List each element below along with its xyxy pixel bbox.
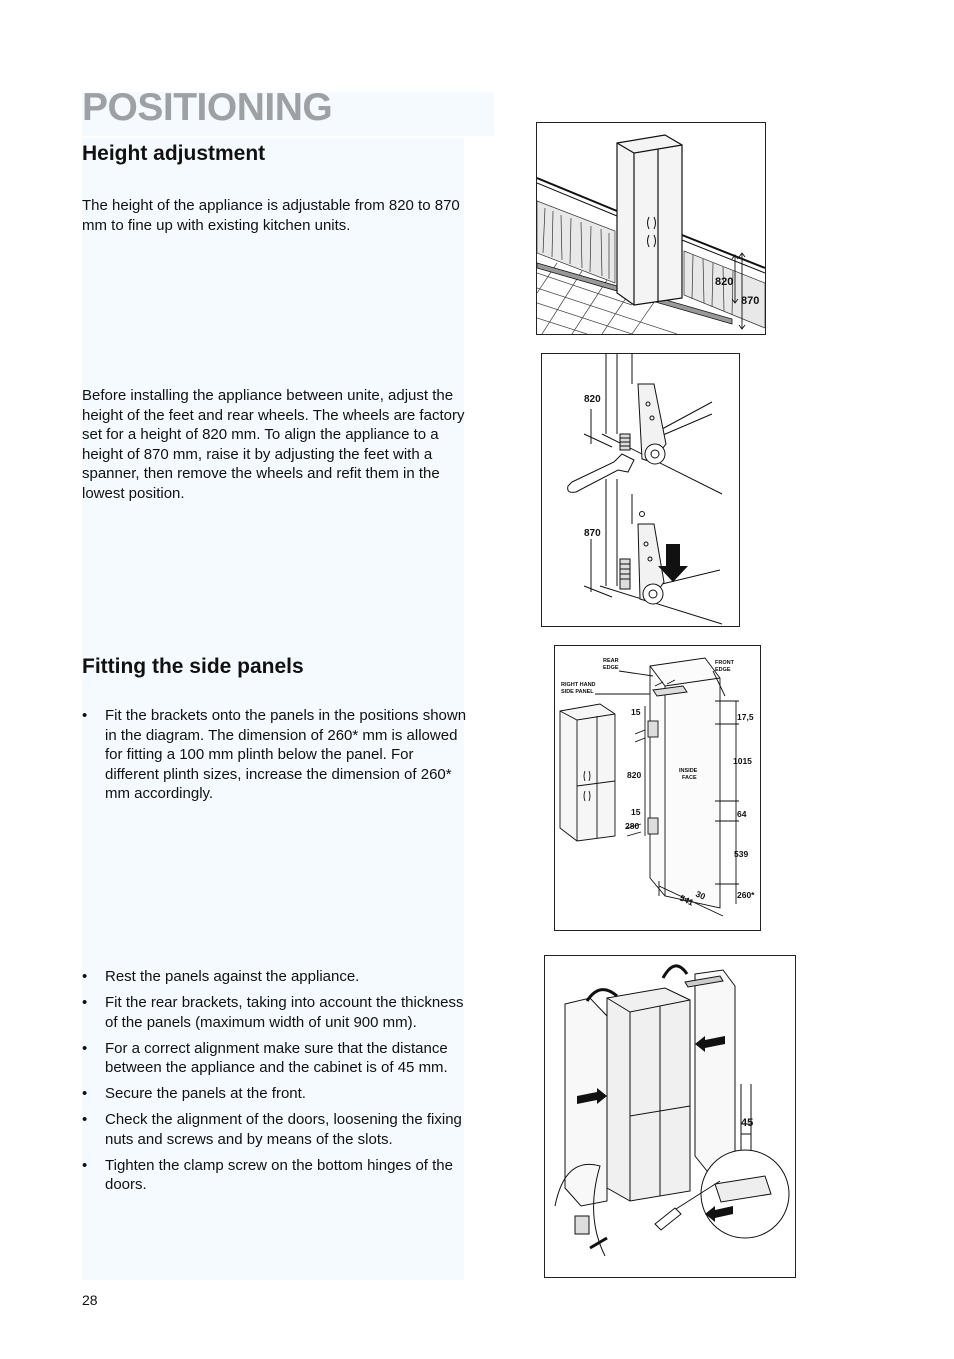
bullet-item: • Fit the brackets onto the panels in the positions shown in the diagram. The dimension of 260* mm is allowed for fitting a 100 mm plinth below the panel. For different plinth sizes, increase the dimension of 260* mm accordingly. <box>82 706 467 804</box>
label-right-hand-1: RIGHT HAND <box>561 682 596 688</box>
dim-539: 539 <box>734 849 749 859</box>
bullet-item: • Rest the panels against the appliance. <box>82 967 467 987</box>
height-adjustment-heading: Height adjustment <box>82 142 266 165</box>
page-number: 28 <box>82 1292 98 1308</box>
dim-15-top: 15 <box>631 707 641 717</box>
bullet-item: • Check the alignment of the doors, loosening the fixing nuts and screws and by means of the slots. <box>82 1110 467 1149</box>
label-front-edge-1: FRONT <box>715 660 734 666</box>
dim-30: 30 <box>694 888 707 902</box>
dim-541: 541 <box>678 892 696 908</box>
dim-45: 45 <box>741 1117 754 1129</box>
label-rear-edge-1: REAR <box>603 658 619 664</box>
dim-870: 870 <box>741 295 760 307</box>
side-panel-dimensions-diagram <box>555 646 760 930</box>
figure-feet-adjustment <box>541 353 740 627</box>
figure-side-panel-dimensions <box>554 645 761 931</box>
kitchen-height-illustration <box>537 123 765 334</box>
dim-280: 280 <box>625 821 640 831</box>
side-panels-bullets-1 <box>82 706 467 810</box>
label-right-hand-2: SIDE PANEL <box>561 689 594 695</box>
label-rear-edge-2: EDGE <box>603 665 619 671</box>
dim-820: 820 <box>715 276 734 288</box>
label-inside-face-1: INSIDE <box>679 768 698 774</box>
page-title: POSITIONING <box>82 86 333 129</box>
dim-64: 64 <box>737 809 747 819</box>
figure-panel-mounting <box>544 955 796 1278</box>
bullet-item: • For a correct alignment make sure that the distance between the appliance and the cabinet is of 45 mm. <box>82 1039 467 1078</box>
feet-adjustment-illustration <box>542 354 739 626</box>
dim-260: 260* <box>737 890 755 900</box>
label-inside-face-2: FACE <box>682 775 697 781</box>
dim-1015: 1015 <box>733 756 752 766</box>
panel-mounting-illustration <box>545 956 795 1277</box>
height-adjustment-intro: The height of the appliance is adjustable from 820 to 870 mm to fine up with existing kitchen units. <box>82 197 460 234</box>
dim-820: 820 <box>584 394 601 405</box>
side-panels-bullets-2 <box>82 967 467 1201</box>
dim-17-5: 17,5 <box>737 712 754 722</box>
figure-kitchen-height <box>536 122 766 335</box>
bullet-item: • Fit the rear brackets, taking into account the thickness of the panels (maximum width of unit 900 mm). <box>82 993 467 1032</box>
label-front-edge-2: EDGE <box>715 667 731 673</box>
dim-870: 870 <box>584 528 601 539</box>
dim-820: 820 <box>627 770 642 780</box>
side-panels-heading: Fitting the side panels <box>82 655 304 678</box>
height-adjustment-instructions: Before installing the appliance between unite, adjust the height of the feet and rear wheels. The wheels are factory set for a height of 820 mm. To align the appliance to a height of 870 mm, raise it by adjusting the feet with a spanner, then remove the wheels and refit them in the lowest position. <box>82 387 465 502</box>
dim-15-bottom: 15 <box>631 807 641 817</box>
bullet-item: • Secure the panels at the front. <box>82 1084 467 1104</box>
bullet-item: • Tighten the clamp screw on the bottom hinges of the doors. <box>82 1156 467 1195</box>
